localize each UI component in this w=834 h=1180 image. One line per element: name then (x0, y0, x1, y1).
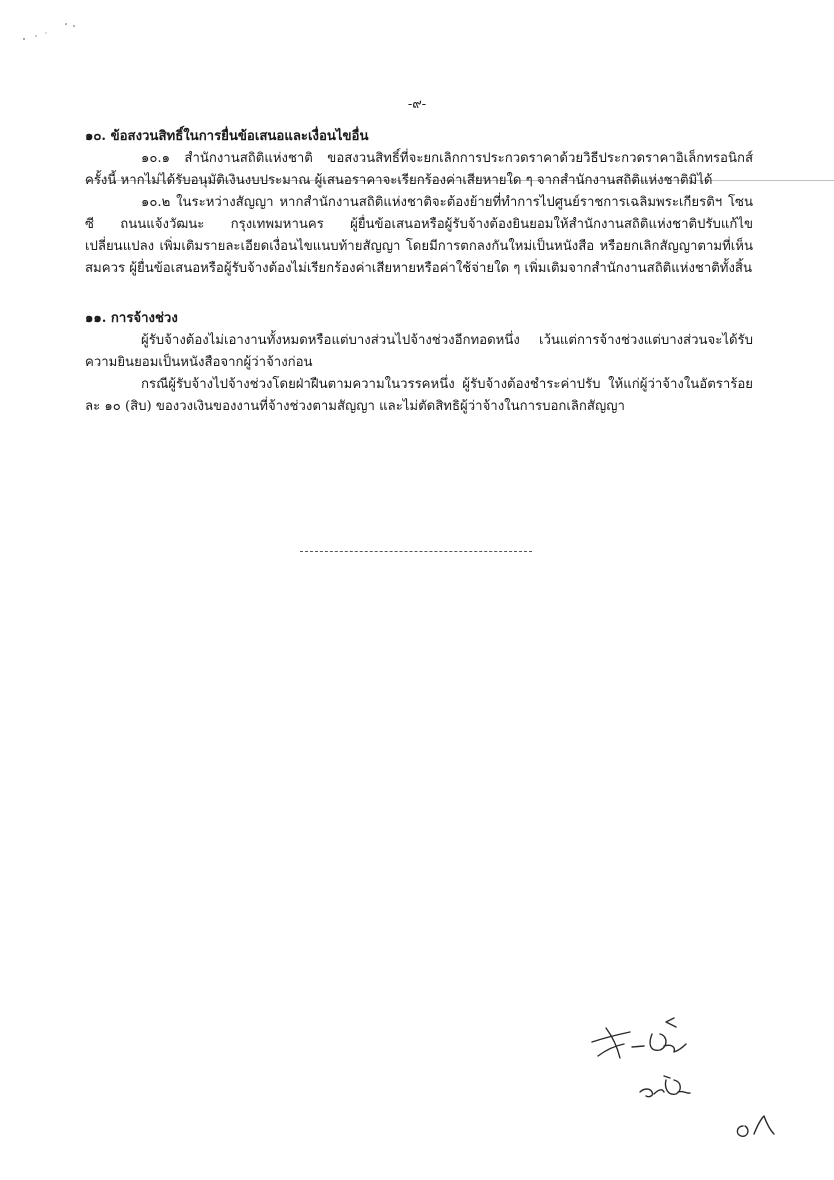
section-10-1-paragraph: ๑๐.๑ สำนักงานสถิติแห่งชาติ ขอสงวนสิทธิ์ที่จะยกเลิกการประกวดราคาด้วยวิธีประกวดราคาอิเล็กทรอนิกส์ครั้งนี้ หากไม่ได้รับอนุมัติเงินงบประมาณ ผู้เสนอราคาจะเรียกร้องค่าเสียหายใด ๆ จากสำนักงานสถิติแห่งชาติมิได้ (85, 151, 753, 188)
section-10-2-paragraph: ๑๐.๒ ในระหว่างสัญญา หากสำนักงานสถิติแห่งชาติจะต้องย้ายที่ทำการไปศูนย์ราชการเฉลิมพระเกียรติฯ โซนซี ถนนแจ้งวัฒนะ กรุงเทพมหานคร ผู้ยื่นข้อเสนอหรือผู้รับจ้างต้องยินยอมให้สำนักงานสถิติแห่งชาติปรับแก้ไขเปลี่ยนแปลง เพิ่มเติมรายละเอียดเงื่อนไขแนบท้ายสัญญา โดยมีการตกลงกันใหม่เป็นหนังสือ หรือยกเลิกสัญญาตามที่เห็นสมควร ผู้ยื่นข้อเสนอหรือผู้รับจ้างต้องไม่เรียกร้องค่าเสียหายหรือค่าใช้จ่ายใด ๆ เพิ่มเติมจากสำนักงานสถิติแห่งชาติทั้งสิ้น (85, 195, 753, 276)
section-10-heading: ๑๐. ข้อสงวนสิทธิ์ในการยื่นข้อเสนอและเงื่อนไขอื่น (85, 129, 369, 144)
section-11-paragraph-2: กรณีผู้รับจ้างไปจ้างช่วงโดยฝ่าฝืนตามความในวรรคหนึ่ง ผู้รับจ้างต้องชำระค่าปรับ ให้แก่ผู้ว่าจ้างในอัตราร้อยละ ๑๐ (สิบ) ของวงเงินของงานที่จ้างช่วงตามสัญญา และไม่ตัดสิทธิผู้ว่าจ้างในการบอกเลิกสัญญา (85, 377, 753, 414)
page-number: -๙- (407, 97, 427, 112)
section-11-paragraph-1: ผู้รับจ้างต้องไม่เอางานทั้งหมดหรือแต่บางส่วนไปจ้างช่วงอีกทอดหนึ่ง เว้นแต่การจ้างช่วงแต่บางส่วนจะได้รับความยินยอมเป็นหนังสือจากผู้ว่าจ้างก่อน (85, 333, 753, 370)
section-11-heading: ๑๑. การจ้างช่วง (85, 311, 178, 326)
